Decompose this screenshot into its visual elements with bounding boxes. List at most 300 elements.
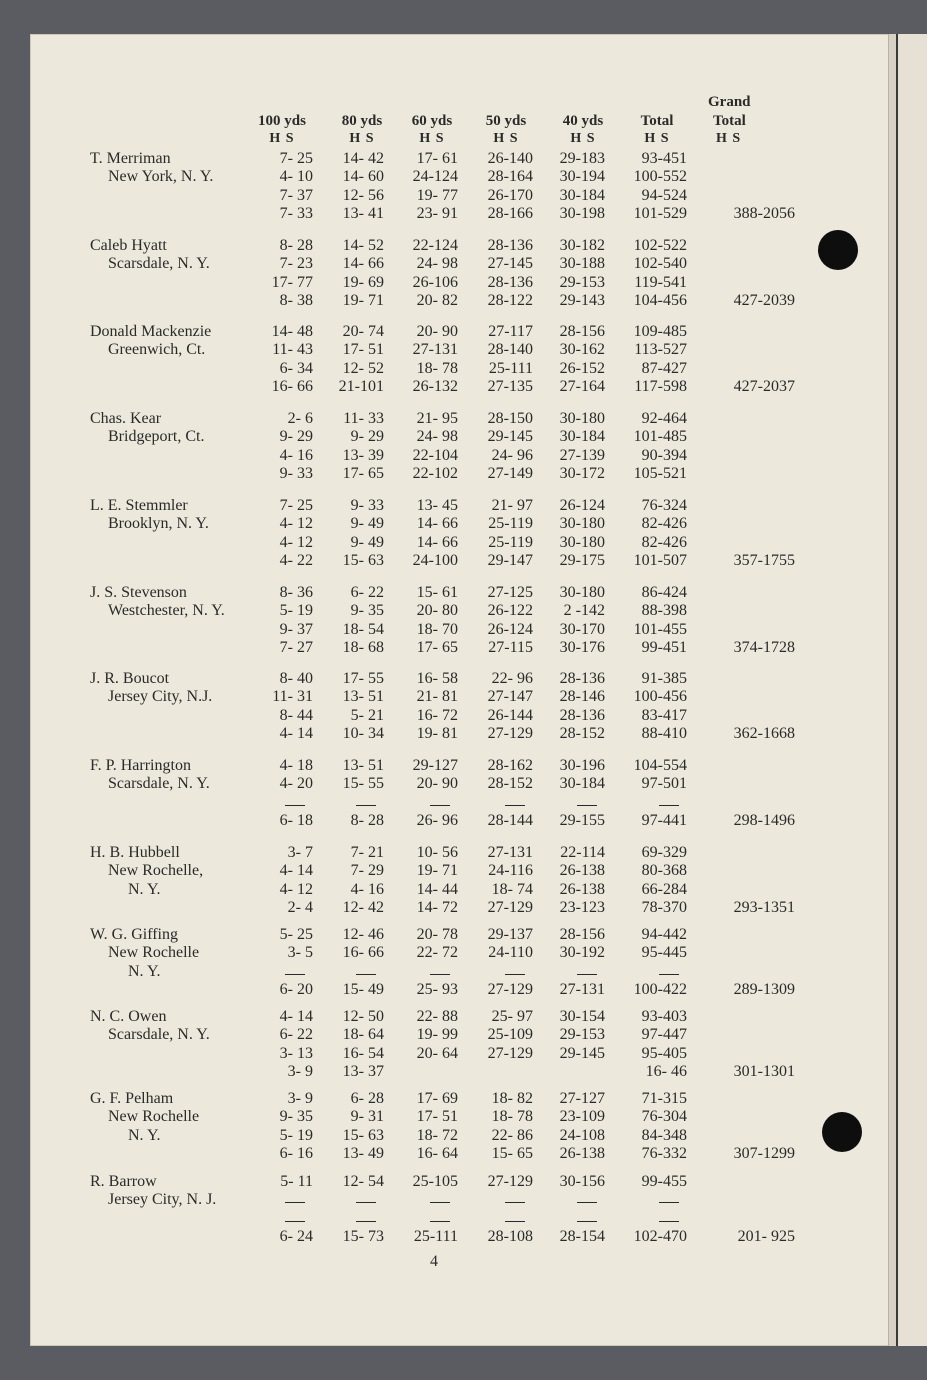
- shooter-name: N. C. Owen: [90, 1008, 167, 1025]
- score-cell: 2- 4: [287, 898, 313, 916]
- score-cell: 28-152: [559, 724, 605, 742]
- score-cell: 29-183: [559, 150, 605, 167]
- punch-hole-top: [818, 230, 858, 270]
- blank-dash: [285, 974, 305, 975]
- blank-dash: [356, 974, 376, 975]
- score-cell: 27-129: [487, 1044, 533, 1062]
- score-cell: 6- 24: [279, 1227, 313, 1245]
- score-cell: 14- 66: [416, 515, 458, 533]
- score-cell: 29-175: [559, 551, 605, 569]
- score-cell: 76-332: [641, 1144, 687, 1162]
- shooter-name: J. S. Stevenson: [90, 584, 187, 601]
- score-cell: 16- 46: [645, 1062, 687, 1080]
- score-cell: 6- 34: [279, 359, 313, 377]
- score-cell: 18- 68: [342, 638, 384, 656]
- score-cell: 104-456: [633, 291, 687, 309]
- score-cell: 30-154: [559, 1008, 605, 1025]
- grand-total-value: 201- 925: [737, 1227, 795, 1245]
- hs-subheader: H S: [570, 131, 596, 146]
- score-cell: 13- 49: [342, 1144, 384, 1162]
- score-cell: 27-127: [559, 1090, 605, 1107]
- score-cell: 87-427: [641, 359, 687, 377]
- score-cell: 94-524: [641, 186, 687, 204]
- score-cell: 15- 55: [342, 775, 384, 793]
- score-cell: 8- 28: [279, 237, 313, 254]
- score-cell: 29-153: [559, 1026, 605, 1044]
- shooter-location: New York, N. Y.: [108, 168, 214, 186]
- score-cell: 30-198: [559, 204, 605, 222]
- blank-dash: [356, 1221, 376, 1222]
- score-cell: 30-162: [559, 341, 605, 359]
- shooter-name: Chas. Kear: [90, 410, 162, 427]
- score-cell: 17- 55: [342, 670, 384, 687]
- score-cell: 3- 5: [287, 944, 313, 962]
- score-cell: 28-156: [559, 926, 605, 943]
- score-cell: 27-129: [487, 898, 533, 916]
- score-cell: 24-110: [488, 944, 533, 962]
- score-cell: 9- 29: [279, 428, 313, 446]
- score-cell: 4- 12: [279, 533, 313, 551]
- score-cell: 28-152: [487, 775, 533, 793]
- score-cell: 29-127: [412, 757, 458, 774]
- shooter-location: New Rochelle,: [108, 862, 204, 880]
- score-cell: 26-144: [487, 706, 533, 724]
- grand-total-value: 293-1351: [733, 898, 795, 916]
- score-cell: 14- 42: [342, 150, 384, 167]
- blank-dash: [505, 1202, 525, 1203]
- score-cell: 26-152: [559, 359, 605, 377]
- score-cell: 27-115: [488, 638, 533, 656]
- shooter-location: Jersey City, N.J.: [108, 688, 213, 706]
- score-cell: 18- 74: [491, 880, 533, 898]
- shooter-name: G. F. Pelham: [90, 1090, 174, 1107]
- score-cell: 20- 78: [416, 926, 458, 943]
- score-cell: 8- 40: [279, 670, 313, 687]
- score-cell: 100-456: [633, 688, 687, 706]
- score-cell: 11- 43: [272, 341, 313, 359]
- score-cell: 30-196: [559, 757, 605, 774]
- score-cell: 7- 23: [279, 255, 313, 273]
- score-cell: 19- 71: [342, 291, 384, 309]
- blank-dash: [430, 805, 450, 806]
- score-cell: 7- 33: [279, 204, 313, 222]
- score-cell: 20- 64: [416, 1044, 458, 1062]
- score-cell: 28-154: [559, 1227, 605, 1245]
- score-cell: 3- 13: [279, 1044, 313, 1062]
- score-cell: 4- 22: [279, 551, 313, 569]
- shooter-location: N. Y.: [128, 962, 161, 980]
- column-header: 40 yds: [562, 113, 604, 129]
- score-cell: 28-162: [487, 757, 533, 774]
- score-cell: 28-108: [487, 1227, 533, 1245]
- score-cell: 20- 82: [416, 291, 458, 309]
- score-cell: 4- 16: [350, 880, 384, 898]
- score-cell: 16- 58: [416, 670, 458, 687]
- score-cell: 102-540: [633, 255, 687, 273]
- score-cell: 30-180: [559, 584, 605, 601]
- score-cell: 17- 61: [416, 150, 458, 167]
- score-cell: 30-188: [559, 255, 605, 273]
- score-cell: 18- 70: [416, 620, 458, 638]
- grand-header: Grand: [708, 94, 751, 110]
- score-cell: 97-447: [641, 1026, 687, 1044]
- score-cell: 7- 27: [279, 638, 313, 656]
- blank-dash: [505, 1221, 525, 1222]
- score-cell: 21- 95: [416, 410, 458, 427]
- grand-total-header: Total: [713, 113, 746, 129]
- score-cell: 26-106: [412, 273, 458, 291]
- score-cell: 6- 22: [279, 1026, 313, 1044]
- score-cell: 27-131: [559, 980, 605, 998]
- score-cell: 7- 37: [279, 186, 313, 204]
- blank-dash: [577, 805, 597, 806]
- score-cell: 22- 96: [491, 670, 533, 687]
- score-cell: 102-470: [633, 1227, 687, 1245]
- score-cell: 28-150: [487, 410, 533, 427]
- blank-dash: [505, 805, 525, 806]
- score-cell: 20- 80: [416, 602, 458, 620]
- score-cell: 4- 12: [279, 880, 313, 898]
- score-cell: 14- 72: [416, 898, 458, 916]
- score-cell: 28-136: [559, 670, 605, 687]
- score-cell: 29-137: [487, 926, 533, 943]
- score-cell: 26-124: [559, 497, 605, 514]
- hs-subheader: H S: [269, 131, 295, 146]
- score-cell: 4- 20: [279, 775, 313, 793]
- score-cell: 30-182: [559, 237, 605, 254]
- score-cell: 6- 22: [350, 584, 384, 601]
- score-cell: 80-368: [641, 862, 687, 880]
- score-cell: 27-135: [487, 377, 533, 395]
- score-cell: 9- 33: [279, 464, 313, 482]
- score-cell: 84-348: [641, 1126, 687, 1144]
- shooter-name: Caleb Hyatt: [90, 237, 167, 254]
- score-cell: 5- 19: [279, 602, 313, 620]
- score-cell: 22- 72: [416, 944, 458, 962]
- blank-dash: [659, 974, 679, 975]
- score-cell: 99-451: [641, 638, 687, 656]
- score-cell: 27-129: [487, 724, 533, 742]
- score-cell: 28-156: [559, 323, 605, 340]
- score-cell: 23-123: [559, 898, 605, 916]
- score-cell: 27-145: [487, 255, 533, 273]
- score-cell: 94-442: [641, 926, 687, 943]
- score-cell: 5- 11: [280, 1173, 313, 1190]
- score-cell: 15- 65: [491, 1144, 533, 1162]
- blank-dash: [356, 1202, 376, 1203]
- score-cell: 14- 66: [416, 533, 458, 551]
- score-cell: 97-441: [641, 811, 687, 829]
- score-cell: 9- 35: [279, 1108, 313, 1126]
- score-cell: 15- 63: [342, 1126, 384, 1144]
- score-cell: 18- 78: [416, 359, 458, 377]
- shooter-location: Brooklyn, N. Y.: [108, 515, 209, 533]
- score-cell: 8- 38: [279, 291, 313, 309]
- score-cell: 28-144: [487, 811, 533, 829]
- score-cell: 11- 31: [272, 688, 313, 706]
- column-header: 80 yds: [341, 113, 383, 129]
- score-cell: 27-117: [488, 323, 533, 340]
- hs-subheader: H S: [349, 131, 375, 146]
- score-cell: 8- 36: [279, 584, 313, 601]
- blank-dash: [285, 805, 305, 806]
- score-cell: 28-140: [487, 341, 533, 359]
- column-header: 100 yds: [258, 113, 306, 129]
- score-cell: 13- 41: [342, 204, 384, 222]
- grand-total-value: 301-1301: [733, 1062, 795, 1080]
- score-cell: 93-451: [641, 150, 687, 167]
- score-cell: 7- 25: [279, 150, 313, 167]
- score-cell: 18- 78: [491, 1108, 533, 1126]
- shooter-location: New Rochelle: [108, 1108, 200, 1126]
- score-cell: 22-114: [560, 844, 605, 861]
- shooter-name: W. G. Giffing: [90, 926, 178, 943]
- grand-total-value: 427-2037: [733, 377, 795, 395]
- score-cell: 29-147: [487, 551, 533, 569]
- score-cell: 29-145: [487, 428, 533, 446]
- score-cell: 12- 50: [342, 1008, 384, 1025]
- score-cell: 18- 54: [342, 620, 384, 638]
- score-cell: 25-109: [487, 1026, 533, 1044]
- shooter-name: Donald Mackenzie: [90, 323, 212, 340]
- score-cell: 88-410: [641, 724, 687, 742]
- score-cell: 101-455: [633, 620, 687, 638]
- score-cell: 19- 69: [342, 273, 384, 291]
- score-cell: 30-184: [559, 428, 605, 446]
- score-cell: 11- 33: [343, 410, 384, 427]
- score-cell: 90-394: [641, 446, 687, 464]
- score-cell: 30-170: [559, 620, 605, 638]
- score-cell: 9- 49: [350, 515, 384, 533]
- score-cell: 25-105: [412, 1173, 458, 1190]
- score-cell: 12- 56: [342, 186, 384, 204]
- score-cell: 9- 29: [350, 428, 384, 446]
- hs-subheader: H S: [493, 131, 519, 146]
- score-cell: 20- 90: [416, 323, 458, 340]
- score-cell: 100-552: [633, 168, 687, 186]
- score-cell: 105-521: [633, 464, 687, 482]
- score-cell: 19- 99: [416, 1026, 458, 1044]
- score-cell: 30-180: [559, 410, 605, 427]
- shooter-location: Scarsdale, N. Y.: [108, 775, 210, 793]
- score-cell: 28-136: [559, 706, 605, 724]
- score-cell: 20- 90: [416, 775, 458, 793]
- shooter-name: L. E. Stemmler: [90, 497, 188, 514]
- score-cell: 8- 28: [350, 811, 384, 829]
- score-cell: 25- 97: [491, 1008, 533, 1025]
- score-cell: 10- 34: [342, 724, 384, 742]
- score-cell: 24- 96: [491, 446, 533, 464]
- blank-dash: [659, 805, 679, 806]
- score-cell: 6- 18: [279, 811, 313, 829]
- score-cell: 4- 14: [279, 724, 313, 742]
- adjacent-page-strip: [896, 34, 927, 1346]
- score-cell: 26-132: [412, 377, 458, 395]
- score-cell: 18- 82: [491, 1090, 533, 1107]
- score-cell: 12- 54: [342, 1173, 384, 1190]
- score-cell: 25-111: [488, 359, 533, 377]
- column-header: 60 yds: [411, 113, 453, 129]
- score-cell: 91-385: [641, 670, 687, 687]
- score-cell: 16- 66: [342, 944, 384, 962]
- score-cell: 13- 51: [342, 757, 384, 774]
- shooter-name: T. Merriman: [90, 150, 171, 167]
- score-cell: 9- 33: [350, 497, 384, 514]
- shooter-location: Scarsdale, N. Y.: [108, 1026, 210, 1044]
- score-cell: 14- 44: [416, 880, 458, 898]
- grand-total-value: 388-2056: [733, 204, 795, 222]
- score-cell: 3- 9: [287, 1062, 313, 1080]
- score-cell: 6- 28: [350, 1090, 384, 1107]
- score-cell: 22- 86: [491, 1126, 533, 1144]
- grand-total-value: 289-1309: [733, 980, 795, 998]
- score-cell: 86-424: [641, 584, 687, 601]
- score-cell: 23- 91: [416, 204, 458, 222]
- score-cell: 26-140: [487, 150, 533, 167]
- score-cell: 27-131: [412, 341, 458, 359]
- score-cell: 24-108: [559, 1126, 605, 1144]
- shooter-location: New Rochelle: [108, 944, 200, 962]
- score-cell: 22-104: [412, 446, 458, 464]
- score-cell: 23-109: [559, 1108, 605, 1126]
- score-cell: 26-138: [559, 880, 605, 898]
- score-cell: 21- 81: [416, 688, 458, 706]
- score-cell: 27-131: [487, 844, 533, 861]
- score-cell: 104-554: [633, 757, 687, 774]
- score-cell: 17- 51: [416, 1108, 458, 1126]
- score-cell: 16- 54: [342, 1044, 384, 1062]
- hs-subheader: H S: [644, 131, 670, 146]
- score-cell: 78-370: [641, 898, 687, 916]
- score-cell: 76-324: [641, 497, 687, 514]
- score-cell: 26-124: [487, 620, 533, 638]
- score-cell: 30-172: [559, 464, 605, 482]
- score-cell: 14- 52: [342, 237, 384, 254]
- score-cell: 82-426: [641, 515, 687, 533]
- score-cell: 30-184: [559, 775, 605, 793]
- score-cell: 29-153: [559, 273, 605, 291]
- score-cell: 4- 14: [279, 862, 313, 880]
- score-cell: 24- 98: [416, 255, 458, 273]
- score-cell: 15- 63: [342, 551, 384, 569]
- score-cell: 82-426: [641, 533, 687, 551]
- hs-subheader: H S: [716, 131, 742, 146]
- score-cell: 16- 72: [416, 706, 458, 724]
- blank-dash: [577, 1202, 597, 1203]
- score-cell: 27-149: [487, 464, 533, 482]
- blank-dash: [430, 1221, 450, 1222]
- score-cell: 24-100: [412, 551, 458, 569]
- shooter-name: R. Barrow: [90, 1173, 157, 1190]
- score-cell: 5- 25: [279, 926, 313, 943]
- score-cell: 16- 64: [416, 1144, 458, 1162]
- blank-dash: [430, 974, 450, 975]
- score-cell: 9- 37: [279, 620, 313, 638]
- score-cell: 12- 42: [342, 898, 384, 916]
- score-cell: 13- 51: [342, 688, 384, 706]
- score-cell: 2 -142: [563, 602, 605, 620]
- score-cell: 9- 31: [350, 1108, 384, 1126]
- score-cell: 24-116: [488, 862, 533, 880]
- score-cell: 100-422: [633, 980, 687, 998]
- blank-dash: [577, 974, 597, 975]
- score-cell: 12- 46: [342, 926, 384, 943]
- score-cell: 30-184: [559, 186, 605, 204]
- score-cell: 25-111: [413, 1227, 458, 1245]
- shooter-location: Westchester, N. Y.: [108, 602, 225, 620]
- score-cell: 24- 98: [416, 428, 458, 446]
- score-cell: 9- 35: [350, 602, 384, 620]
- score-cell: 13- 37: [342, 1062, 384, 1080]
- score-cell: 101-529: [633, 204, 687, 222]
- blank-dash: [285, 1221, 305, 1222]
- score-cell: 30-156: [559, 1173, 605, 1190]
- score-cell: 27-129: [487, 1173, 533, 1190]
- score-cell: 29-143: [559, 291, 605, 309]
- score-cell: 17- 65: [342, 464, 384, 482]
- score-cell: 13- 45: [416, 497, 458, 514]
- score-cell: 9- 49: [350, 533, 384, 551]
- score-cell: 25-119: [488, 533, 533, 551]
- score-cell: 8- 44: [279, 706, 313, 724]
- score-cell: 21- 97: [491, 497, 533, 514]
- score-cell: 101-485: [633, 428, 687, 446]
- score-cell: 102-522: [633, 237, 687, 254]
- score-cell: 4- 18: [279, 757, 313, 774]
- score-cell: 24-124: [412, 168, 458, 186]
- score-cell: 21-101: [338, 377, 384, 395]
- column-header: Total: [640, 113, 674, 129]
- score-cell: 4- 10: [279, 168, 313, 186]
- score-cell: 13- 39: [342, 446, 384, 464]
- blank-dash: [659, 1221, 679, 1222]
- score-cell: 14- 48: [271, 323, 313, 340]
- score-cell: 22-102: [412, 464, 458, 482]
- score-cell: 101-507: [633, 551, 687, 569]
- score-cell: 22- 88: [416, 1008, 458, 1025]
- page-number: 4: [430, 1253, 438, 1270]
- score-cell: 16- 66: [271, 377, 313, 395]
- shooter-location: Bridgeport, Ct.: [108, 428, 205, 446]
- blank-dash: [285, 1202, 305, 1203]
- score-cell: 26-122: [487, 602, 533, 620]
- score-cell: 18- 72: [416, 1126, 458, 1144]
- score-cell: 5- 21: [350, 706, 384, 724]
- score-cell: 30-180: [559, 515, 605, 533]
- score-cell: 5- 19: [279, 1126, 313, 1144]
- shooter-location: N. Y.: [128, 1126, 161, 1144]
- shooter-name: H. B. Hubbell: [90, 844, 180, 861]
- punch-hole-bottom: [822, 1112, 862, 1152]
- shooter-location: Scarsdale, N. Y.: [108, 255, 210, 273]
- score-cell: 29-155: [559, 811, 605, 829]
- score-cell: 19- 77: [416, 186, 458, 204]
- score-cell: 17- 65: [416, 638, 458, 656]
- score-cell: 26- 96: [416, 811, 458, 829]
- score-cell: 26-138: [559, 862, 605, 880]
- score-cell: 88-398: [641, 602, 687, 620]
- shooter-location: N. Y.: [128, 880, 161, 898]
- grand-total-value: 307-1299: [733, 1144, 795, 1162]
- score-cell: 19- 71: [416, 862, 458, 880]
- score-cell: 25-119: [488, 515, 533, 533]
- score-cell: 69-329: [641, 844, 687, 861]
- score-cell: 30-194: [559, 168, 605, 186]
- score-cell: 17- 69: [416, 1090, 458, 1107]
- score-cell: 19- 81: [416, 724, 458, 742]
- score-cell: 27-139: [559, 446, 605, 464]
- score-cell: 27-164: [559, 377, 605, 395]
